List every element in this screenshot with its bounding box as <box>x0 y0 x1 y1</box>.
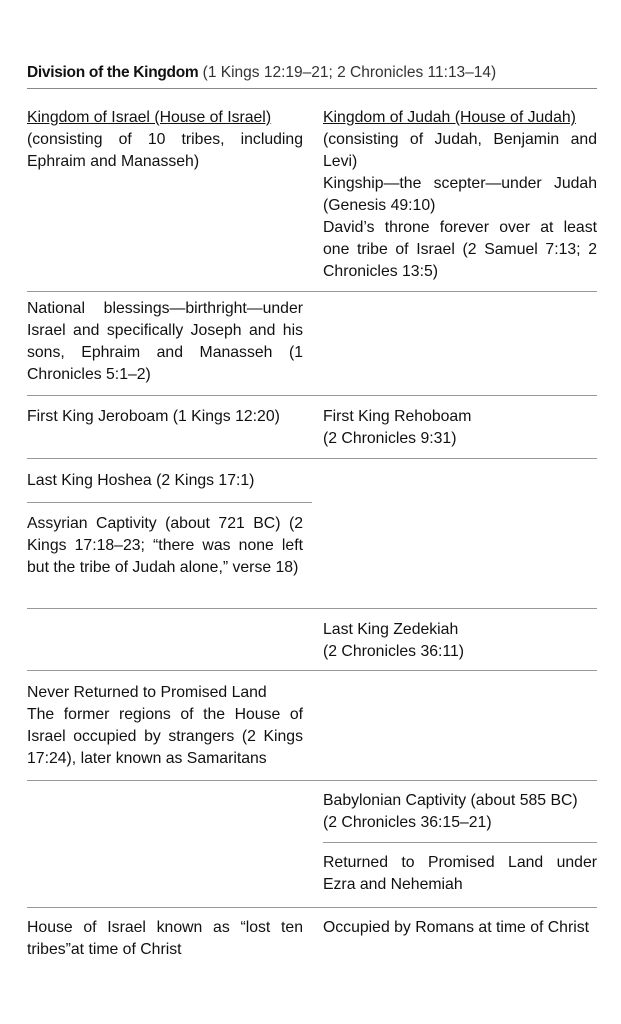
first-king-judah: First King Rehoboam <box>323 408 472 425</box>
row-divider <box>27 780 597 781</box>
last-king-israel: Last King Hoshea (2 Kings 17:1) <box>27 472 255 489</box>
israel-column-cell <box>27 470 303 492</box>
israel-column-cell <box>27 107 303 173</box>
table-row <box>27 298 597 395</box>
romans-text: Occupied by Romans at time of Christ <box>323 919 590 936</box>
samaritans-text: The former regions of the House of Israel occupied by strangers (2 Kings 17:24), later known as Samaritans <box>27 706 303 767</box>
babylonian-captivity-ref: (2 Chronicles 36:15–21) <box>323 814 492 831</box>
judah-heading: Kingdom of Judah (House of Judah) <box>323 109 576 126</box>
israel-heading: Kingdom of Israel (House of Israel) <box>27 109 272 126</box>
judah-throne-note: David’s throne forever over at least one tribe of Israel (2 Samuel 7:13; 2 Chronicles 13:5) <box>323 219 597 280</box>
lost-tribes-text: House of Israel known as “lost ten tribes”at time of Christ <box>27 919 303 958</box>
israel-column-cell <box>27 682 303 770</box>
first-king-judah-ref: (2 Chronicles 9:31) <box>323 430 457 447</box>
judah-column-cell <box>323 107 597 283</box>
row-divider <box>27 670 597 671</box>
cell-divider <box>323 842 597 843</box>
cell-divider <box>27 502 312 503</box>
last-king-judah: Last King Zedekiah <box>323 621 459 638</box>
judah-column-cell <box>323 852 597 896</box>
israel-column-cell <box>27 298 303 386</box>
first-king-israel: First King Jeroboam (1 Kings 12:20) <box>27 408 280 425</box>
table-row <box>27 513 597 608</box>
last-king-judah-ref: (2 Chronicles 36:11) <box>323 643 465 660</box>
returned-text: Returned to Promised Land under Ezra and Nehemiah <box>323 854 597 893</box>
title-main: Division of the Kingdom <box>27 64 199 81</box>
table-row <box>27 917 597 967</box>
assyrian-captivity-text: Assyrian Captivity (about 721 BC) (2 Kings 17:18–23; “there was none left but the tribe of Judah alone,” verse 18) <box>27 515 303 576</box>
page-title <box>27 62 597 84</box>
row-divider <box>27 608 597 609</box>
never-returned-heading: Never Returned to Promised Land <box>27 684 267 701</box>
table-row <box>27 682 597 780</box>
judah-tribes-note: (consisting of Judah, Benjamin and Levi) <box>323 131 597 170</box>
israel-tribes-note: (consisting of 10 tribes, including Ephraim and Manasseh) <box>27 131 303 170</box>
israel-column-cell <box>27 406 303 428</box>
title-reference: (1 Kings 12:19–21; 2 Chronicles 11:13–14) <box>202 64 497 81</box>
row-divider <box>27 458 597 459</box>
row-divider <box>27 395 597 396</box>
table-row <box>27 470 597 502</box>
title-rule <box>27 88 597 89</box>
blessings-text: National blessings—birthright—under Israel and specifically Joseph and his sons, Ephraim and Manasseh (1 Chronicles 5:1–2) <box>27 300 303 383</box>
table-row <box>27 619 597 670</box>
israel-column-cell <box>27 513 303 579</box>
row-divider <box>27 291 597 292</box>
table-row <box>27 107 597 291</box>
table-row <box>27 406 597 458</box>
judah-column-cell <box>323 917 597 939</box>
judah-column-cell <box>323 406 597 450</box>
judah-column-cell <box>323 790 597 834</box>
table-row <box>27 852 597 907</box>
judah-column-cell <box>323 619 597 663</box>
judah-kingship-note: Kingship—the scepter—under Judah (Genesis 49:10) <box>323 175 597 214</box>
row-divider <box>27 907 597 908</box>
israel-column-cell <box>27 917 303 961</box>
table-row <box>27 790 597 842</box>
babylonian-captivity: Babylonian Captivity (about 585 BC) <box>323 792 578 809</box>
